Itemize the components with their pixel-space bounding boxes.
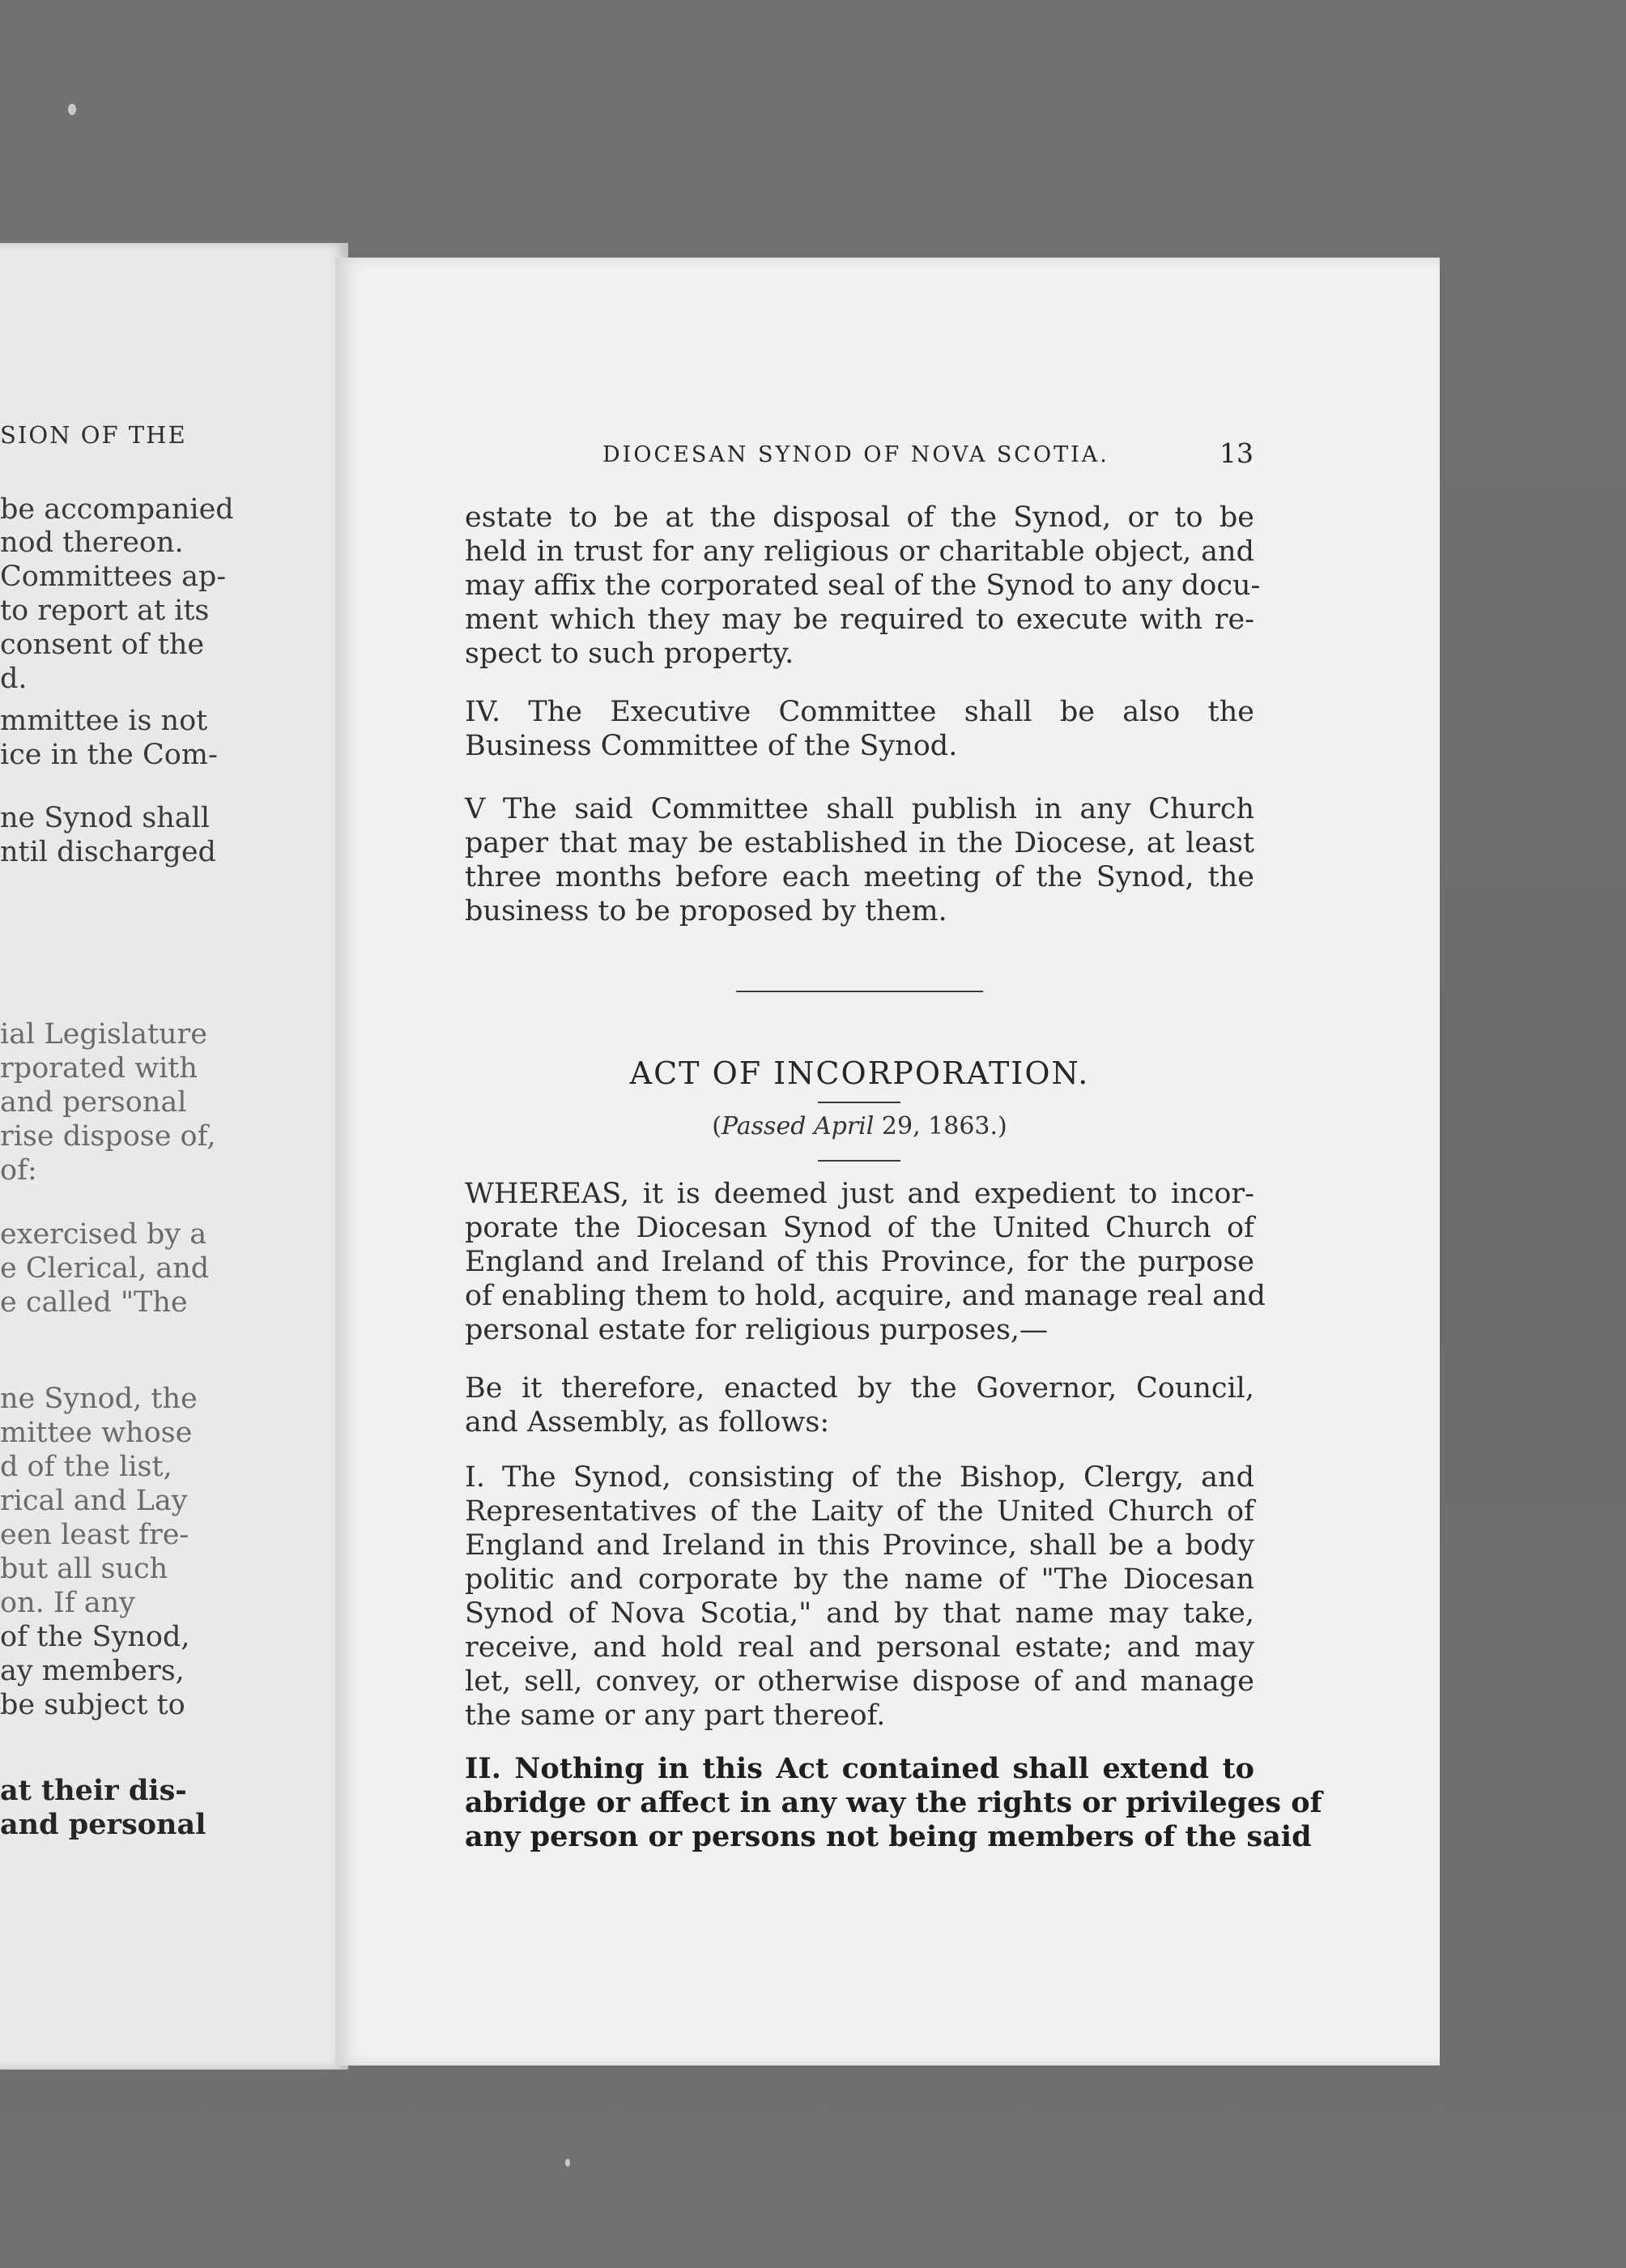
left-text-line: and personal (0, 1086, 187, 1119)
paragraph-continued (465, 501, 1261, 671)
date-rule (818, 1160, 900, 1162)
left-text-line: and personal (0, 1808, 206, 1841)
text-line: let, sell, convey, or otherwise dispose of and manage (465, 1665, 1254, 1698)
text-line: paper that may be established in the Diocese, at least (465, 827, 1254, 859)
text-line: Business Committee of the Synod. (465, 730, 958, 762)
text-line: held in trust for any religious or charitable object, and (465, 535, 1254, 568)
paragraph-enacted (465, 1371, 1254, 1439)
text-line: I. The Synod, consisting of the Bishop, Clergy, and (465, 1461, 1254, 1494)
left-text-line: mmittee is not (0, 705, 208, 737)
act-passed-date: (Passed April 29, 1863.) (712, 1112, 1007, 1140)
left-text-line: of: (0, 1154, 37, 1187)
text-line: politic and corporate by the name of "The Diocesan (465, 1563, 1254, 1596)
left-text-line: ice in the Com- (0, 739, 218, 771)
text-line: three months before each meeting of the Synod, the (465, 861, 1254, 893)
text-line: the same or any part thereof. (465, 1699, 886, 1732)
text-line: any person or persons not being members of the said (465, 1820, 1312, 1853)
text-line: estate to be at the disposal of the Synod, or to be (465, 501, 1254, 534)
text-line: WHEREAS, it is deemed just and expedient to incor- (465, 1178, 1254, 1210)
left-text-line: rical and Lay (0, 1485, 188, 1517)
text-line: personal estate for religious purposes,— (465, 1314, 1049, 1346)
text-line: Synod of Nova Scotia," and by that name may take, (465, 1597, 1254, 1630)
text-line: V The said Committee shall publish in any Church (465, 793, 1254, 825)
text-line: ment which they may be required to execute with re- (465, 603, 1254, 636)
left-facing-page (0, 243, 348, 2070)
left-text-line: Committees ap- (0, 561, 227, 593)
scan-speck (68, 104, 76, 115)
left-text-line: d of the list, (0, 1451, 172, 1483)
text-line: may affix the corporated seal of the Synod to any docu- (465, 569, 1261, 602)
text-line: and Assembly, as follows: (465, 1406, 830, 1439)
section-divider (736, 991, 983, 992)
text-line: Be it therefore, enacted by the Governor, Council, (465, 1372, 1254, 1405)
text-line: of enabling them to hold, acquire, and manage real and (465, 1280, 1266, 1312)
running-head: DIOCESAN SYNOD OF NOVA SCOTIA. (602, 442, 1109, 467)
left-running-head: SION OF THE (0, 421, 187, 449)
left-text-line: ial Legislature (0, 1018, 208, 1051)
paragraph-whereas (465, 1177, 1266, 1347)
left-text-line: of the Synod, (0, 1621, 190, 1653)
left-text-line: een least fre- (0, 1519, 189, 1551)
left-text-line: mittee whose (0, 1417, 193, 1449)
left-text-line: e Clerical, and (0, 1252, 210, 1285)
left-text-line: exercised by a (0, 1218, 207, 1251)
section-ii (465, 1752, 1322, 1854)
text-line: England and Ireland of this Province, for the purpose (465, 1246, 1254, 1278)
text-line: spect to such property. (465, 637, 794, 670)
text-line: II. Nothing in this Act contained shall extend to (465, 1752, 1254, 1785)
paragraph-v (465, 792, 1254, 928)
left-text-line: on. If any (0, 1587, 135, 1619)
page-number: 13 (1220, 437, 1254, 469)
text-line: receive, and hold real and personal estate; and may (465, 1631, 1254, 1664)
left-text-line: d. (0, 663, 28, 695)
left-text-line: but all such (0, 1553, 168, 1585)
left-text-line: rporated with (0, 1052, 198, 1085)
left-text-line: ntil discharged (0, 836, 216, 868)
left-text-line: at their dis- (0, 1774, 187, 1807)
left-text-line: rise dispose of, (0, 1120, 216, 1153)
left-text-line: ne Synod shall (0, 802, 211, 834)
paragraph-iv (465, 695, 1254, 763)
act-title: ACT OF INCORPORATION. (629, 1055, 1090, 1091)
text-line: IV. The Executive Committee shall be also the (465, 696, 1254, 728)
text-line: porate the Diocesan Synod of the United Church of (465, 1212, 1254, 1244)
text-line: England and Ireland in this Province, shall be a body (465, 1529, 1254, 1562)
left-text-line: be accompanied (0, 493, 234, 526)
scan-speck (565, 2159, 570, 2167)
title-rule (818, 1102, 900, 1103)
passed-label: Passed April (721, 1112, 875, 1140)
left-text-line: ne Synod, the (0, 1383, 198, 1415)
text-line: Representatives of the Laity of the United Church of (465, 1495, 1254, 1528)
text-line: business to be proposed by them. (465, 895, 947, 927)
left-text-line: to report at its (0, 595, 210, 627)
section-i (465, 1460, 1254, 1733)
left-text-line: e called "The (0, 1286, 188, 1319)
left-text-line: nod thereon. (0, 526, 184, 559)
passed-date: 29, 1863. (881, 1112, 998, 1140)
left-text-line: ay members, (0, 1655, 185, 1687)
text-line: abridge or affect in any way the rights or privileges of (465, 1786, 1322, 1819)
right-page (335, 258, 1440, 2066)
left-text-line: be subject to (0, 1689, 185, 1721)
left-text-line: consent of the (0, 629, 205, 661)
